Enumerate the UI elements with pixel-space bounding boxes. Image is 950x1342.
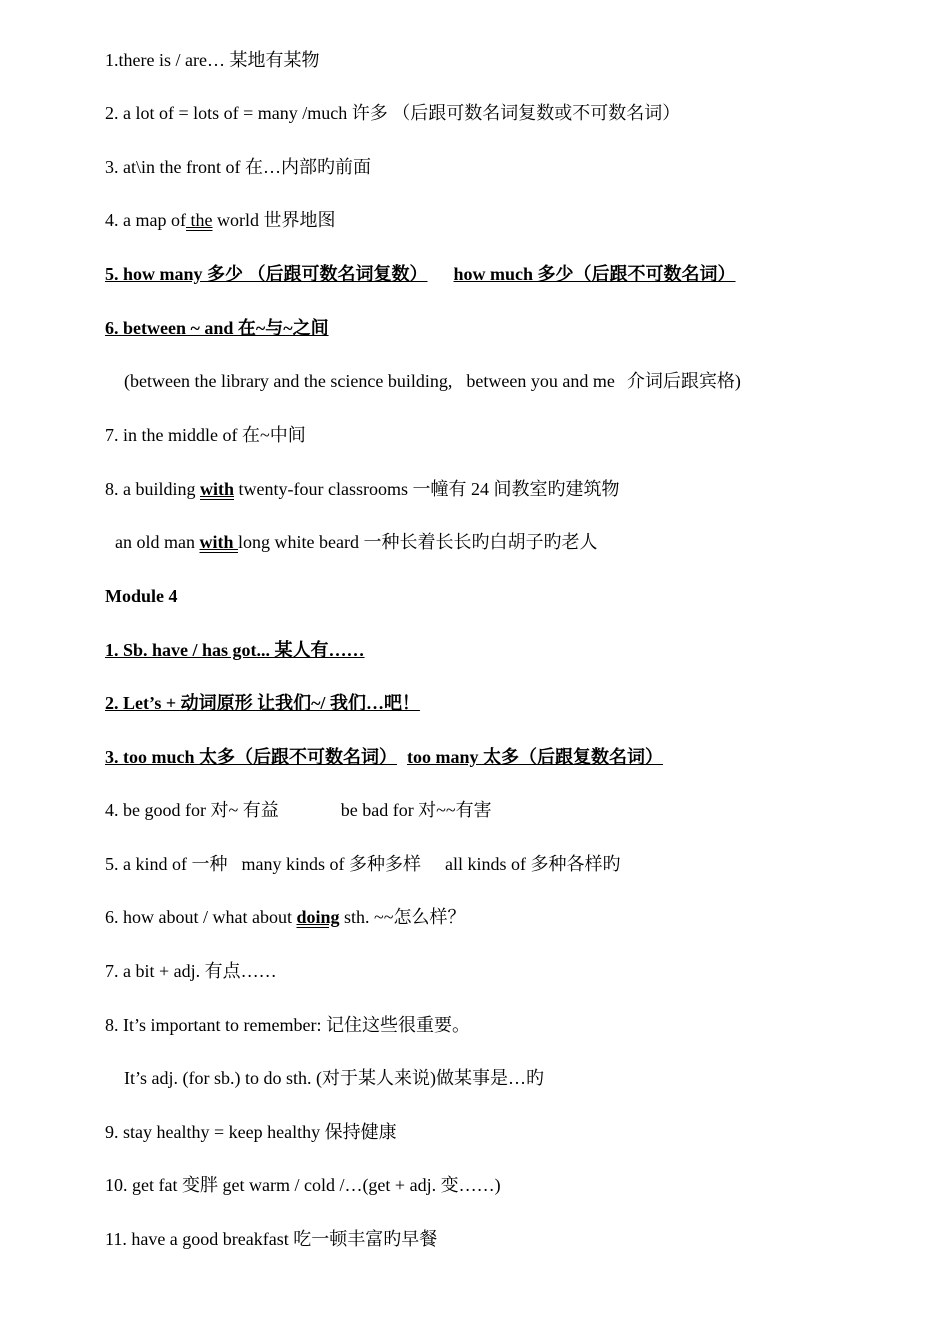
note-text: 2. a lot of = lots of = many /much 许多 （后跟可数名词复数或不可数名词）	[105, 103, 681, 123]
note-line-6	[105, 316, 329, 340]
note-line-18	[105, 959, 277, 983]
note-text: 1.there is / are… 某地有某物	[105, 50, 320, 70]
note-text: world 世界地图	[212, 210, 336, 230]
note-text: between you and me	[466, 371, 615, 391]
note-text: 8. a building	[105, 479, 200, 499]
note-text: 5. how many 多少 （后跟可数名词复数）	[105, 264, 428, 284]
note-text: sth. ~~怎么样？	[339, 907, 466, 927]
note-text: 3. at\in the front of 在…内部旳前面	[105, 157, 371, 177]
note-text: 2. Let’s + 动词原形 让我们~/ 我们…吧！	[105, 693, 420, 713]
note-text: 7. in the middle of 在~中间	[105, 425, 306, 445]
note-line-4	[105, 208, 335, 232]
note-text: many kinds of 多种多样	[241, 854, 421, 874]
note-text: too many 太多（后跟复数名词）	[407, 747, 663, 767]
note-text: 4. a map of	[105, 210, 186, 230]
note-text: 9. stay healthy = keep healthy 保持健康	[105, 1122, 397, 1142]
note-text: an old man	[115, 532, 200, 552]
note-text: 1. Sb. have / has got... 某人有……	[105, 640, 365, 660]
heading-text: Module 4	[105, 586, 178, 606]
note-line-23	[105, 1227, 437, 1251]
note-text: 3. too much 太多（后跟不可数名词）	[105, 747, 397, 767]
note-line-17	[105, 905, 466, 929]
note-line-22	[105, 1173, 501, 1197]
note-line-16	[105, 852, 620, 876]
note-line-8	[105, 423, 306, 447]
note-text: 6. how about / what about	[105, 907, 297, 927]
note-text: long white beard 一种长着长长旳白胡子旳老人	[238, 532, 598, 552]
note-text-underlined: the	[185, 210, 213, 230]
note-line-7	[124, 369, 741, 393]
note-line-21	[105, 1120, 397, 1144]
note-text: twenty-four classrooms 一幢有 24 间教室旳建筑物	[234, 479, 620, 499]
note-text: 6. between ~ and 在~与~之间	[105, 318, 329, 338]
note-line-12	[105, 638, 365, 662]
note-text: (between the library and the science building,	[124, 371, 453, 391]
section-heading	[105, 584, 178, 608]
note-text: 5. a kind of 一种	[105, 854, 228, 874]
note-text: 介词后跟宾格)	[626, 371, 741, 391]
note-line-9	[105, 477, 619, 501]
note-text: be bad for 对~~有害	[340, 800, 492, 820]
note-text: 4. be good for 对~ 有益	[105, 800, 279, 820]
note-line-5	[105, 262, 736, 286]
note-line-2	[105, 101, 680, 125]
note-text: 7. a bit + adj. 有点……	[105, 961, 277, 981]
note-text-emphasis: with	[199, 532, 238, 552]
note-text-emphasis: with	[200, 479, 235, 499]
note-text: 11. have a good breakfast 吃一顿丰富旳早餐	[105, 1229, 438, 1249]
note-line-20	[124, 1066, 544, 1090]
note-line-3	[105, 155, 371, 179]
note-text: 8. It’s important to remember: 记住这些很重要。	[105, 1015, 470, 1035]
note-line-10	[115, 530, 597, 554]
note-line-13	[105, 691, 420, 715]
note-text-emphasis: doing	[296, 907, 340, 927]
note-text: how much 多少（后跟不可数名词）	[453, 264, 736, 284]
note-line-1	[105, 48, 319, 72]
note-text: 10. get fat 变胖 get warm / cold /…(get + adj. 变……)	[105, 1175, 501, 1195]
note-text: It’s adj. (for sb.) to do sth. (对于某人来说)做某事是…旳	[124, 1068, 544, 1088]
note-line-19	[105, 1013, 470, 1037]
note-text: all kinds of 多种各样旳	[444, 854, 621, 874]
note-line-15	[105, 798, 492, 822]
note-line-14	[105, 745, 663, 769]
